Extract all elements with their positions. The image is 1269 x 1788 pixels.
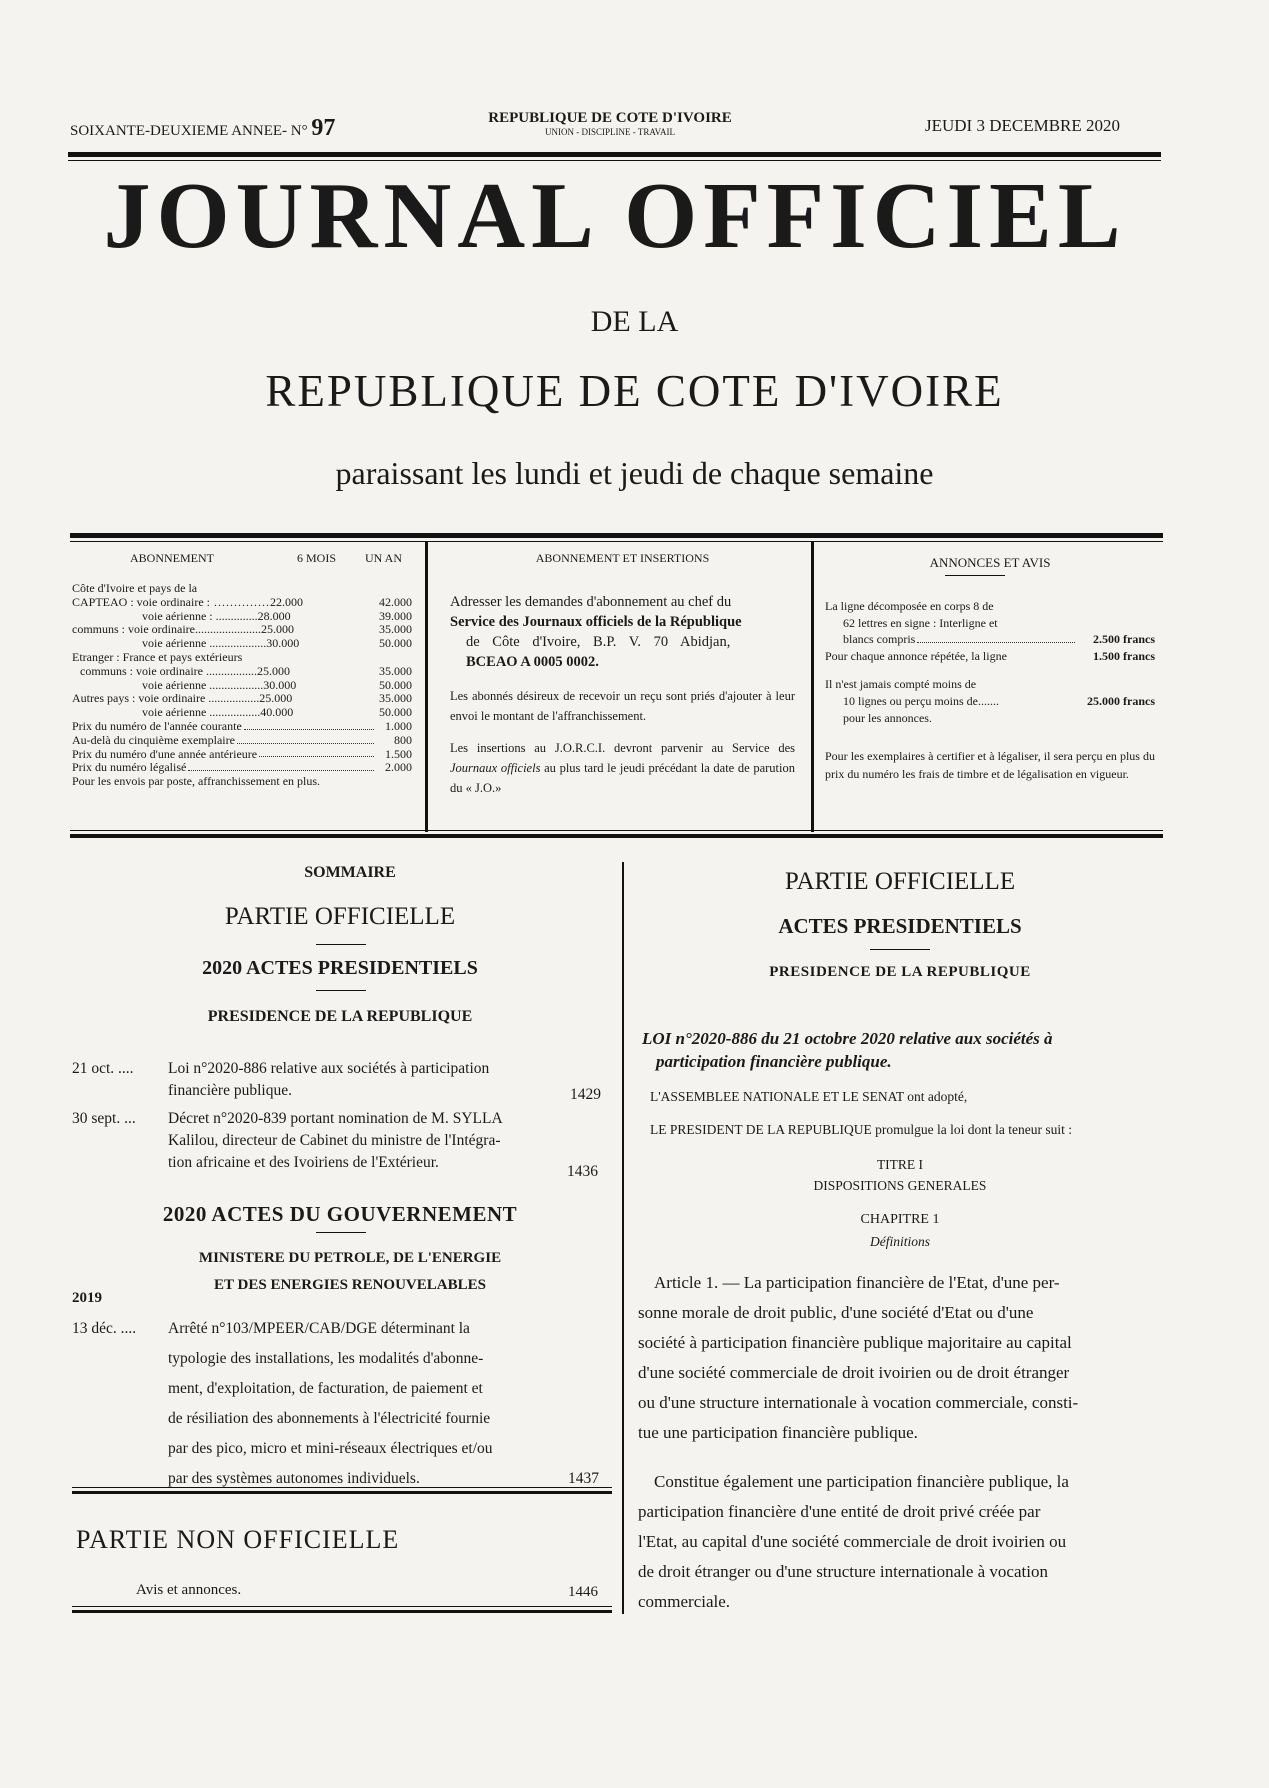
box-bottom-rule-thick	[70, 834, 1163, 838]
sommaire-partie: PARTIE OFFICIELLE	[224, 903, 456, 930]
subscription-intro-foreign: Etranger : France et pays extérieurs	[72, 649, 243, 664]
price-row: Prix du numéro de l'année courante 1.000	[72, 718, 412, 733]
inserts-receipt-note: Les abonnés désireux de recevoir un reçu sont priés d'ajouter à leur envoi le montant de l'affranchissement.	[450, 688, 795, 723]
sommaire-presidence: PRESIDENCE DE LA REPUBLIQUE	[207, 1008, 473, 1025]
table-row: Autres pays : voie ordinaire .................25.000 35.000	[72, 691, 412, 706]
subscription-heading: ABONNEMENT	[130, 551, 214, 565]
table-row: communs : voie ordinaire .................25.000 35.000	[80, 663, 412, 678]
definitions-label: Définitions	[870, 1234, 930, 1249]
right-partie-title: PARTIE OFFICIELLE	[784, 868, 1016, 895]
motto: UNION - DISCIPLINE - TRAVAIL	[545, 127, 675, 137]
column-divider	[622, 862, 624, 1614]
price-row: Prix du numéro légalisé 2.000	[72, 760, 412, 775]
annonces-column: ANNONCES ET AVIS La ligne décomposée en corps 8 de 62 lettres en signe : Interligne et blancs compris 2.500 francs Pour chaque annonce répétée, la ligne 1.500 francs Il n'est jamais compté moins de 10 lignes ou perçu moins de ....... 25.000 francs pour les annonces. Pour les exemplaires à certifier et à légaliser, il sera perçu en plus du prix du numéro les frais de timbre et de légalisation en vigueur.	[825, 555, 1155, 782]
sommaire-year: 2019	[72, 1290, 102, 1306]
avis-page: 1446	[568, 1584, 598, 1600]
non-official-title: PARTIE NON OFFICIELLE	[76, 1525, 400, 1554]
masthead-title: JOURNAL OFFICIEL	[103, 164, 1127, 268]
box-top-rule-thin	[70, 541, 1163, 542]
col-6-months: 6 MOIS	[297, 551, 337, 565]
republic-header	[440, 110, 780, 137]
price-row: 10 lignes ou perçu moins de ....... 25.000 francs	[843, 693, 1155, 708]
table-row: voie aérienne : ..............28.000 39.000	[142, 608, 412, 623]
sommaire-actes: 2020 ACTES PRESIDENTIELS	[202, 957, 478, 979]
president-promulgue: LE PRESIDENT DE LA REPUBLIQUE promulgue la loi dont la teneur suit :	[650, 1122, 1072, 1137]
box-top-rule	[70, 533, 1163, 538]
inserts-deadline: Les insertions au J.O.R.C.I. devront parvenir au Service des Journaux officiels au plus tard le jeudi précédant la date de parution du « J.O.»	[450, 740, 796, 795]
titre-label: TITRE I	[876, 1157, 924, 1172]
annonces-heading: ANNONCES ET AVIS	[929, 555, 1051, 570]
inserts-heading: ABONNEMENT ET INSERTIONS	[535, 551, 710, 565]
republic-name: REPUBLIQUE DE COTE D'IVOIRE	[488, 110, 732, 126]
price-row: Pour chaque annonce répétée, la ligne 1.500 francs	[825, 649, 1155, 664]
col-1-year: UN AN	[365, 551, 403, 565]
ministere-line-2: ET DES ENERGIES RENOUVELABLES	[214, 1277, 486, 1293]
right-actes-title: ACTES PRESIDENTIELS	[778, 914, 1022, 938]
certification-note: Pour les exemplaires à certifier et à légaliser, il sera perçu en plus du prix du numéro les frais de timbre et de légalisation en vigueur.	[825, 749, 1155, 782]
chapitre-label: CHAPITRE 1	[860, 1212, 940, 1227]
dispositions-label: DISPOSITIONS GENERALES	[813, 1178, 987, 1193]
ministere-line-1: MINISTERE DU PETROLE, DE L'ENERGIE	[198, 1250, 502, 1266]
assemblee-adopted: L'ASSEMBLEE NATIONALE ET LE SENAT ont adopté,	[650, 1089, 968, 1104]
subscription-intro: Côte d'Ivoire et pays de la	[72, 581, 198, 595]
right-presidence: PRESIDENCE DE LA REPUBLIQUE	[769, 964, 1031, 980]
inserts-address: Adresser les demandes d'abonnement au chef du Service des Journaux officiels de la République de Côte d'Ivoire, B.P. V. 70 Abidjan, BCEAO A 0005 0002.	[450, 593, 742, 670]
masthead-subtitle: paraissant les lundi et jeudi de chaque semaine	[335, 455, 934, 491]
subscription-table	[72, 596, 412, 651]
subscription-table-foreign	[72, 665, 412, 720]
non-official-rule	[72, 1487, 612, 1488]
table-row: communs : voie ordinaire......................25.000 35.000	[72, 622, 412, 637]
box-bottom-rule	[70, 830, 1163, 831]
avis-annonces: Avis et annonces.	[136, 1582, 242, 1598]
table-row: voie aérienne ..................30.000 50.000	[142, 677, 412, 692]
box-divider-2	[811, 542, 814, 832]
issue-number	[70, 115, 335, 142]
year-issue-label: SOIXANTE-DEUXIEME ANNEE- N°	[70, 123, 308, 139]
sommaire-gouv: 2020 ACTES DU GOUVERNEMENT	[162, 1202, 518, 1226]
subscription-column	[72, 552, 412, 789]
sommaire-title: SOMMAIRE	[304, 864, 396, 881]
inserts-column	[450, 552, 795, 798]
masthead-republic: REPUBLIQUE DE COTE D'IVOIRE	[265, 366, 1004, 416]
subscription-footer: Pour les envois par poste, affranchissement en plus.	[72, 774, 321, 789]
table-row: voie aérienne ...................30.000 50.000	[142, 636, 412, 651]
masthead-de-la: DE LA	[590, 305, 679, 338]
header-rule	[68, 152, 1161, 157]
loi-title: LOI n°2020-886 du 21 octobre 2020 relative aux sociétés à participation financière publique.	[642, 1029, 1053, 1071]
issue-date: JEUDI 3 DECEMBRE 2020	[925, 116, 1121, 135]
box-divider-1	[425, 542, 428, 832]
table-row: CAPTEAO : voie ordinaire : ..............22.000 42.000	[72, 594, 412, 609]
price-row: Au-delà du cinquième exemplaire 800	[72, 732, 412, 747]
price-row: blancs compris 2.500 francs	[843, 632, 1155, 647]
non-official-rule-thick	[72, 1491, 612, 1494]
table-row: voie aérienne .................40.000 50.000	[142, 705, 412, 720]
price-row: Prix du numéro d'une année antérieure 1.500	[72, 746, 412, 761]
issue-number-value: 97	[311, 115, 336, 141]
